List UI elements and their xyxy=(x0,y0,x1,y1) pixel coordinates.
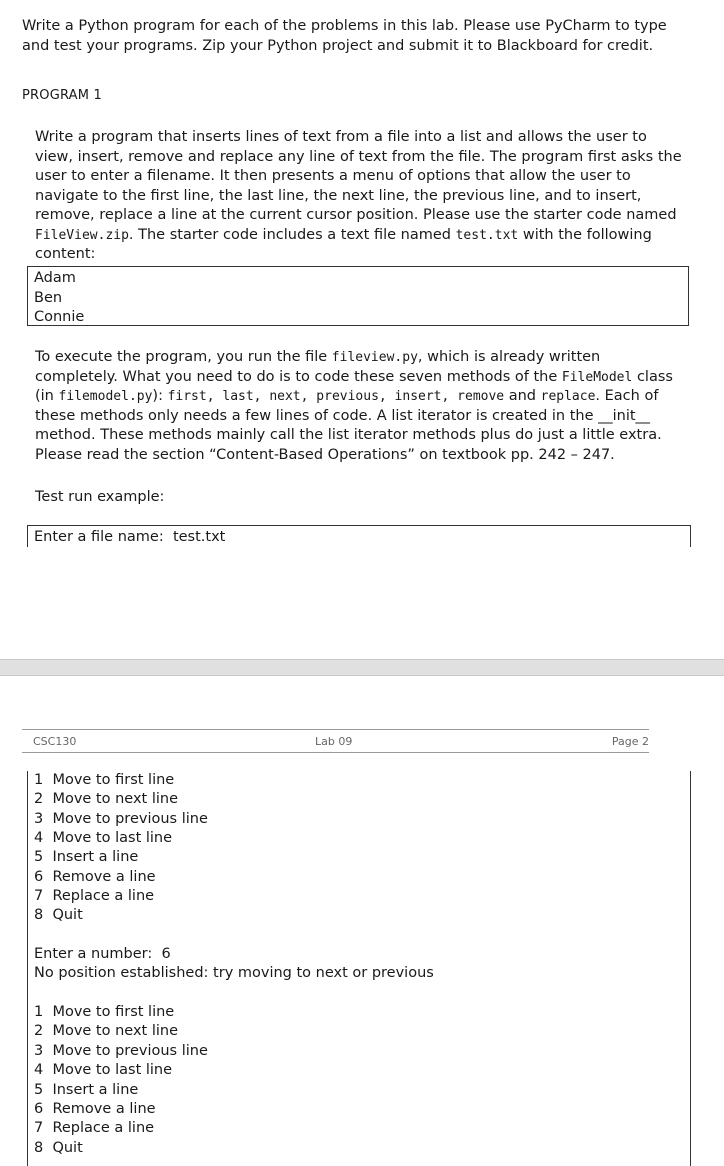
footer-course: CSC130 xyxy=(33,735,77,748)
menu-item: 7 Replace a line xyxy=(34,888,155,905)
menu-item: 3 Move to previous line xyxy=(34,810,208,827)
error-message: No position established: try moving to next or previous xyxy=(34,965,434,982)
footer-lab: Lab 09 xyxy=(315,735,353,748)
fileview-file-name: fileview.py xyxy=(331,350,418,365)
file-line: Adam xyxy=(34,270,76,286)
menu-item: 3 Move to previous line xyxy=(34,1042,208,1059)
desc-text-b: . The starter code includes a text file named xyxy=(128,226,456,243)
menu-item: 2 Move to next line xyxy=(34,791,179,808)
console-box-continued xyxy=(27,771,691,1166)
exec-text-a: To execute the program, you run the file xyxy=(35,349,332,365)
exec-text-f: . Each of these methods only needs a few lines of code. A list iterator is created in the __init__ method. These methods mainly call the list iterator methods plus do just a little extra. Please read the section “Content-Based Operations” on textbook pp. 242 – 247. xyxy=(35,388,662,463)
desc-text-c: with the following content: xyxy=(35,226,652,262)
menu-item: 6 Remove a line xyxy=(34,868,156,885)
console-filename-prompt: Enter a file name: test.txt xyxy=(34,529,226,545)
number-prompt: Enter a number: 6 xyxy=(34,946,171,963)
test-run-label: Test run example: xyxy=(35,489,165,505)
file-line: Ben xyxy=(34,289,63,306)
blank-line xyxy=(34,984,690,1003)
filemodel-file-name: filemodel.py xyxy=(58,389,153,404)
intro-line-1: Write a Python program for each of the problems in this lab. Please use PyCharm to type xyxy=(22,18,667,34)
blank-line xyxy=(34,926,690,945)
exec-text-e: and xyxy=(504,388,541,404)
menu-item: 8 Quit xyxy=(34,1139,83,1156)
page-break xyxy=(0,659,724,676)
exec-text-d: ): xyxy=(152,388,168,404)
menu-item: 4 Move to last line xyxy=(34,830,173,847)
desc-text-a: Write a program that inserts lines of text from a file into a list and allows the user to view, insert, remove and replace any line of text from the file. The program first asks the user to enter a filename. It then presents a menu of options that allow the user to navigate to the first line, the last line, the next line, the previous line, and to insert, remove, replace a line at the current cursor position. Please use the starter code named xyxy=(35,129,682,223)
execution-instructions xyxy=(35,348,685,465)
menu-item: 1 Move to first line xyxy=(34,1004,175,1021)
filemodel-class-name: FileModel xyxy=(561,369,633,385)
menu-item: 1 Move to first line xyxy=(34,772,175,788)
footer-page-number: Page 2 xyxy=(611,735,649,748)
console-box-top xyxy=(27,525,691,547)
starter-zip-name: FileView.zip xyxy=(35,227,129,243)
file-line: Connie xyxy=(34,309,85,325)
menu-item: 5 Insert a line xyxy=(34,1081,139,1098)
menu-item: 7 Replace a line xyxy=(34,1120,155,1137)
menu-item: 2 Move to next line xyxy=(34,1023,179,1040)
menu-item: 6 Remove a line xyxy=(34,1100,156,1117)
program-heading: PROGRAM 1 xyxy=(22,88,102,103)
intro-paragraph xyxy=(22,16,682,56)
intro-line-2: and test your programs. Zip your Python project and submit it to Blackboard for credit. xyxy=(22,38,654,54)
method-names: first, last, next, previous, insert, remove xyxy=(167,389,505,404)
test-file-name: test.txt xyxy=(455,227,519,243)
exec-text-b: , which is already written completely. What you need to do is to code these seven methods of the xyxy=(35,349,601,385)
menu-item: 8 Quit xyxy=(34,907,83,924)
menu-item: 5 Insert a line xyxy=(34,849,139,866)
page-footer xyxy=(22,729,649,753)
file-content-box xyxy=(27,266,689,326)
menu-item: 4 Move to last line xyxy=(34,1062,173,1079)
exec-text-c: class (in xyxy=(35,368,673,404)
replace-method-name: replace xyxy=(540,389,596,404)
program-description xyxy=(35,128,685,265)
